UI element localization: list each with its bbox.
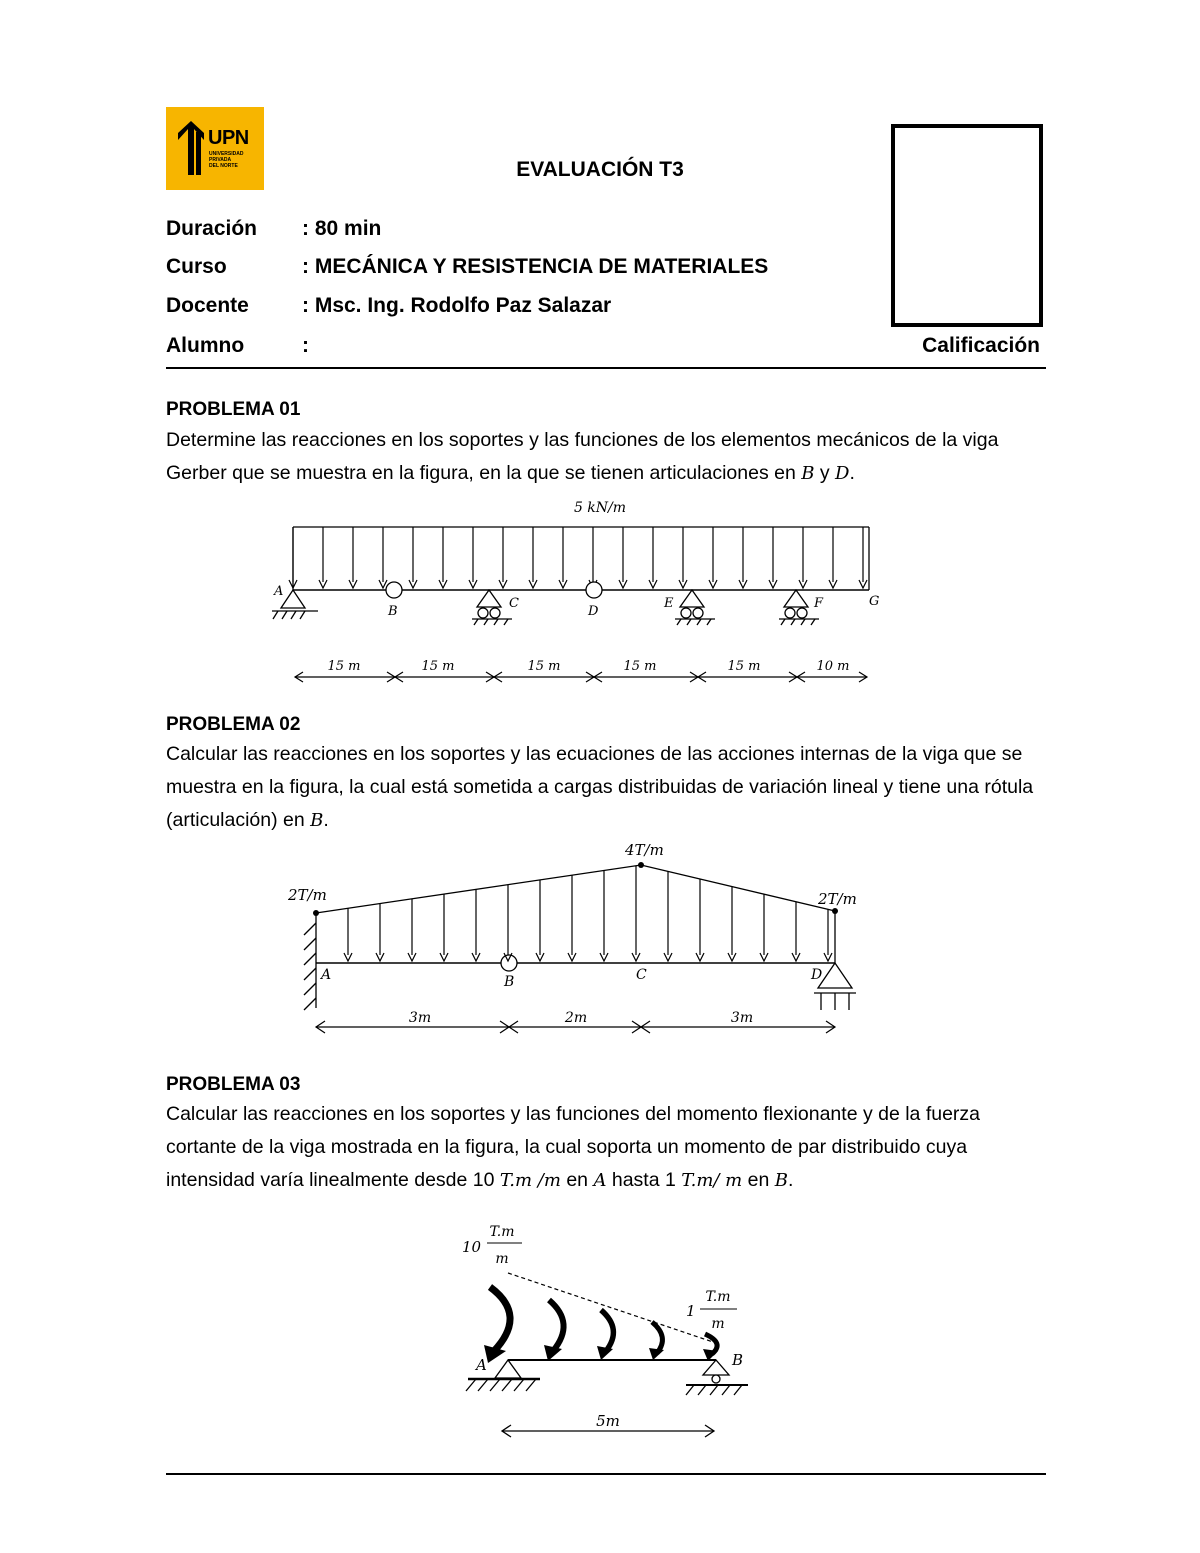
- span-cd-label: 3m: [730, 1010, 754, 1026]
- problem-1-figure: [260, 495, 900, 690]
- trapezoid-load-outline: [316, 865, 835, 913]
- moment-start-den: m: [495, 1251, 509, 1267]
- support-b-roller-3: [703, 1360, 729, 1375]
- exam-title: EVALUACIÓN T3: [516, 158, 684, 181]
- course-value: : MECÁNICA Y RESISTENCIA DE MATERIALES: [302, 255, 769, 278]
- grade-label: Calificación: [922, 334, 1040, 357]
- grade-box: [891, 124, 1043, 327]
- point-d-label: D: [588, 604, 599, 619]
- course-label: Curso: [166, 255, 227, 278]
- footer-divider: [166, 1473, 1046, 1475]
- moment-start-num: T.m: [489, 1224, 515, 1240]
- moment-end-value: 1: [686, 1302, 696, 1320]
- span-4-label: 15 m: [623, 659, 657, 674]
- span-5-label: 15 m: [727, 659, 761, 674]
- point-f-label: F: [814, 596, 824, 611]
- student-value: :: [302, 334, 309, 357]
- problem-3-title: PROBLEMA 03: [166, 1074, 301, 1095]
- logo-text: UPN: [208, 127, 249, 149]
- load-left-label: 2T/m: [288, 886, 327, 904]
- load-right-label: 2T/m: [818, 890, 857, 908]
- problem-1-text: Determine las reacciones en los soportes y las funciones de los elementos mecánicos de la viga Gerber que se muestra en la figura, en la que se tienen articulaciones en B y D.: [166, 429, 999, 484]
- span-1-label: 15 m: [327, 659, 361, 674]
- problem-3-figure: [450, 1215, 770, 1445]
- problem-2-title: PROBLEMA 02: [166, 714, 301, 735]
- point-b-label: B: [388, 604, 398, 619]
- point-a-label: A: [274, 584, 284, 599]
- moment-start-value: 10: [462, 1238, 482, 1256]
- span-2-label: 15 m: [421, 659, 455, 674]
- load-label: 5 kN/m: [573, 500, 627, 516]
- point-e-label: E: [664, 596, 674, 611]
- point-g-label: G: [869, 594, 880, 609]
- moment-end-den: m: [711, 1316, 725, 1332]
- span-dimension-line: [295, 672, 867, 682]
- support-f-roller: [784, 590, 808, 607]
- span-ab-label: 3m: [408, 1010, 432, 1026]
- problem-1-title: PROBLEMA 01: [166, 399, 301, 420]
- moment-end-num: T.m: [705, 1289, 731, 1305]
- span-6-label: 10 m: [816, 659, 850, 674]
- linear-load-arrows: [344, 866, 832, 961]
- point-a-label-2: A: [321, 967, 332, 983]
- duration-value: : 80 min: [302, 217, 382, 240]
- hinge-b-2: [501, 955, 517, 971]
- teacher-label: Docente: [166, 294, 249, 317]
- distributed-moment-arrows: [490, 1287, 717, 1354]
- support-a-pin: [281, 590, 305, 608]
- support-d: [818, 963, 852, 988]
- problem-2-figure: [280, 838, 880, 1038]
- support-e-roller: [680, 590, 704, 607]
- point-c-label: C: [509, 596, 519, 611]
- problem-3-text: Calcular las reacciones en los soportes y las funciones del momento flexionante y de la fuerza cortante de la viga mostrada en la figura, la cual soporta un momento de par distribuido cuya intensidad varía linealmente desde 10 T.m /m en A hasta 1 T.m/ m en B.: [166, 1103, 981, 1191]
- hinge-b: [386, 582, 402, 598]
- point-b-label-3: B: [732, 1351, 744, 1369]
- point-c-label-2: C: [636, 967, 647, 983]
- problem-2-text: Calcular las reacciones en los soportes y las ecuaciones de las acciones internas de la viga que se muestra en la figura, la cual está sometida a cargas distribuidas de variación lineal y tiene una rótula (articulación) en B.: [166, 743, 1034, 831]
- point-d-label-2: D: [811, 967, 823, 983]
- load-peak-label: 4T/m: [625, 841, 664, 859]
- teacher-value: : Msc. Ing. Rodolfo Paz Salazar: [302, 294, 612, 317]
- span-3-label: 15 m: [527, 659, 561, 674]
- support-a-pin-3: [495, 1360, 521, 1378]
- span-bc-label: 2m: [564, 1010, 588, 1026]
- hinge-d: [586, 582, 602, 598]
- point-b-label-2: B: [504, 974, 515, 990]
- span-ab-label-3: 5m: [596, 1412, 620, 1430]
- student-label: Alumno: [166, 334, 245, 357]
- distributed-load-arrows: [289, 527, 867, 588]
- logo-subtext: UNIVERSIDAD PRIVADA DEL NORTE: [209, 151, 244, 169]
- point-a-label-3: A: [476, 1356, 487, 1374]
- header-divider: [166, 367, 1046, 369]
- duration-label: Duración: [166, 217, 258, 240]
- support-c-roller: [477, 590, 501, 607]
